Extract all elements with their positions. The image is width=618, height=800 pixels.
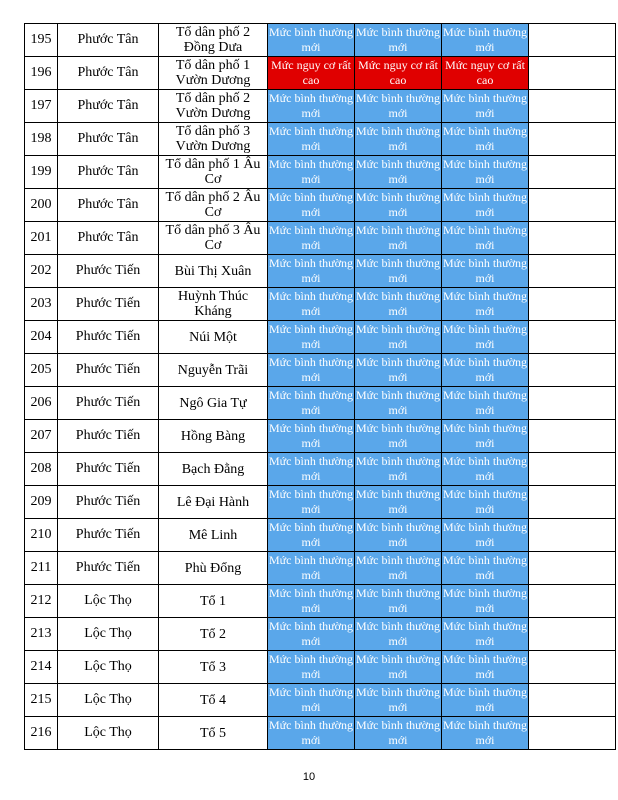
risk-level-cell-normal: Mức bình thường mới [268,255,355,288]
risk-level-cell-normal: Mức bình thường mới [442,123,529,156]
row-number-cell: 197 [25,90,58,123]
risk-level-cell-normal: Mức bình thường mới [355,684,442,717]
ward-cell: Phước Tân [58,222,159,255]
row-number-cell: 205 [25,354,58,387]
ward-cell: Lộc Thọ [58,684,159,717]
risk-level-cell-normal: Mức bình thường mới [442,486,529,519]
risk-level-cell-normal: Mức bình thường mới [355,321,442,354]
table-row [25,453,616,486]
risk-level-cell-normal: Mức bình thường mới [442,288,529,321]
area-cell: Tổ 5 [159,717,268,750]
page-number: 10 [302,771,316,783]
risk-level-cell-normal: Mức bình thường mới [355,288,442,321]
table-row [25,354,616,387]
area-cell: Tổ 4 [159,684,268,717]
note-cell [529,585,616,618]
note-cell [529,255,616,288]
risk-level-cell-normal: Mức bình thường mới [268,651,355,684]
note-cell [529,453,616,486]
risk-level-cell-high: Mức nguy cơ rất cao [442,57,529,90]
risk-level-cell-normal: Mức bình thường mới [355,453,442,486]
risk-level-cell-normal: Mức bình thường mới [442,453,529,486]
risk-level-cell-normal: Mức bình thường mới [442,156,529,189]
risk-level-cell-normal: Mức bình thường mới [268,24,355,57]
risk-level-cell-normal: Mức bình thường mới [442,255,529,288]
note-cell [529,387,616,420]
area-cell: Tổ dân phố 2 Vườn Dương [159,90,268,123]
risk-level-cell-normal: Mức bình thường mới [355,189,442,222]
area-cell: Tổ 3 [159,651,268,684]
row-number-cell: 202 [25,255,58,288]
risk-level-cell-normal: Mức bình thường mới [442,387,529,420]
risk-level-cell-normal: Mức bình thường mới [355,486,442,519]
area-cell: Hồng Bàng [159,420,268,453]
note-cell [529,189,616,222]
risk-level-cell-normal: Mức bình thường mới [268,321,355,354]
risk-level-cell-high: Mức nguy cơ rất cao [355,57,442,90]
risk-level-cell-normal: Mức bình thường mới [442,618,529,651]
note-cell [529,222,616,255]
table-row [25,717,616,750]
row-number-cell: 214 [25,651,58,684]
area-cell: Tổ 2 [159,618,268,651]
risk-level-cell-normal: Mức bình thường mới [442,24,529,57]
table-row [25,156,616,189]
table-body [25,24,616,750]
ward-cell: Phước Tiến [58,519,159,552]
ward-cell: Phước Tân [58,24,159,57]
risk-level-cell-normal: Mức bình thường mới [355,354,442,387]
row-number-cell: 215 [25,684,58,717]
note-cell [529,123,616,156]
risk-level-cell-normal: Mức bình thường mới [355,717,442,750]
area-cell: Tổ dân phố 3 Vườn Dương [159,123,268,156]
row-number-cell: 204 [25,321,58,354]
risk-level-cell-normal: Mức bình thường mới [268,156,355,189]
ward-cell: Lộc Thọ [58,585,159,618]
table-row [25,189,616,222]
note-cell [529,684,616,717]
row-number-cell: 199 [25,156,58,189]
table-row [25,486,616,519]
ward-cell: Phước Tân [58,57,159,90]
risk-level-cell-normal: Mức bình thường mới [355,519,442,552]
table-row [25,57,616,90]
risk-level-cell-normal: Mức bình thường mới [268,387,355,420]
row-number-cell: 207 [25,420,58,453]
row-number-cell: 211 [25,552,58,585]
ward-cell: Phước Tân [58,189,159,222]
note-cell [529,57,616,90]
risk-level-cell-normal: Mức bình thường mới [268,288,355,321]
table-row [25,585,616,618]
row-number-cell: 200 [25,189,58,222]
risk-level-cell-normal: Mức bình thường mới [355,618,442,651]
area-cell: Lê Đại Hành [159,486,268,519]
row-number-cell: 208 [25,453,58,486]
note-cell [529,90,616,123]
note-cell [529,288,616,321]
risk-level-cell-normal: Mức bình thường mới [355,255,442,288]
row-number-cell: 216 [25,717,58,750]
note-cell [529,651,616,684]
ward-cell: Phước Tiến [58,288,159,321]
risk-level-cell-normal: Mức bình thường mới [442,684,529,717]
row-number-cell: 201 [25,222,58,255]
table-row [25,222,616,255]
risk-level-cell-normal: Mức bình thường mới [442,420,529,453]
note-cell [529,618,616,651]
row-number-cell: 195 [25,24,58,57]
area-cell: Huỳnh Thúc Kháng [159,288,268,321]
risk-level-cell-normal: Mức bình thường mới [355,420,442,453]
risk-level-cell-normal: Mức bình thường mới [442,189,529,222]
ward-cell: Phước Tiến [58,321,159,354]
row-number-cell: 196 [25,57,58,90]
table-row [25,123,616,156]
table-row [25,321,616,354]
risk-level-cell-normal: Mức bình thường mới [442,585,529,618]
ward-cell: Phước Tiến [58,552,159,585]
table-row [25,24,616,57]
risk-level-cell-normal: Mức bình thường mới [442,717,529,750]
note-cell [529,420,616,453]
table-row [25,684,616,717]
ward-cell: Phước Tiến [58,354,159,387]
table-row [25,387,616,420]
risk-level-table [24,23,616,750]
row-number-cell: 212 [25,585,58,618]
ward-cell: Lộc Thọ [58,618,159,651]
risk-level-cell-normal: Mức bình thường mới [355,222,442,255]
risk-level-cell-normal: Mức bình thường mới [268,189,355,222]
risk-level-cell-normal: Mức bình thường mới [268,90,355,123]
note-cell [529,24,616,57]
table-row [25,519,616,552]
risk-level-cell-normal: Mức bình thường mới [268,618,355,651]
risk-level-cell-normal: Mức bình thường mới [268,222,355,255]
row-number-cell: 210 [25,519,58,552]
note-cell [529,519,616,552]
risk-level-cell-normal: Mức bình thường mới [355,552,442,585]
area-cell: Nguyễn Trãi [159,354,268,387]
risk-level-cell-normal: Mức bình thường mới [355,123,442,156]
note-cell [529,486,616,519]
table-row [25,288,616,321]
risk-level-cell-normal: Mức bình thường mới [268,717,355,750]
row-number-cell: 203 [25,288,58,321]
risk-level-cell-normal: Mức bình thường mới [355,90,442,123]
ward-cell: Phước Tiến [58,255,159,288]
risk-level-cell-normal: Mức bình thường mới [268,123,355,156]
area-cell: Tổ dân phố 3 Âu Cơ [159,222,268,255]
note-cell [529,552,616,585]
risk-level-cell-normal: Mức bình thường mới [355,24,442,57]
area-cell: Tổ dân phố 1 Vườn Dương [159,57,268,90]
ward-cell: Lộc Thọ [58,651,159,684]
area-cell: Tổ dân phố 1 Âu Cơ [159,156,268,189]
ward-cell: Phước Tiến [58,453,159,486]
area-cell: Tổ dân phố 2 Âu Cơ [159,189,268,222]
area-cell: Phù Đổng [159,552,268,585]
table-row [25,420,616,453]
ward-cell: Phước Tiến [58,387,159,420]
risk-level-cell-normal: Mức bình thường mới [355,387,442,420]
area-cell: Bạch Đằng [159,453,268,486]
ward-cell: Phước Tiến [58,420,159,453]
row-number-cell: 198 [25,123,58,156]
risk-level-cell-normal: Mức bình thường mới [442,354,529,387]
risk-level-cell-normal: Mức bình thường mới [355,156,442,189]
risk-level-cell-normal: Mức bình thường mới [442,90,529,123]
risk-level-cell-normal: Mức bình thường mới [268,684,355,717]
risk-level-cell-normal: Mức bình thường mới [442,222,529,255]
risk-level-cell-normal: Mức bình thường mới [355,651,442,684]
risk-level-cell-high: Mức nguy cơ rất cao [268,57,355,90]
table-row [25,618,616,651]
risk-level-cell-normal: Mức bình thường mới [268,420,355,453]
risk-level-cell-normal: Mức bình thường mới [442,519,529,552]
note-cell [529,321,616,354]
ward-cell: Phước Tân [58,90,159,123]
area-cell: Ngô Gia Tự [159,387,268,420]
table-row [25,651,616,684]
risk-level-cell-normal: Mức bình thường mới [442,321,529,354]
note-cell [529,717,616,750]
risk-level-cell-normal: Mức bình thường mới [268,486,355,519]
area-cell: Núi Một [159,321,268,354]
risk-level-cell-normal: Mức bình thường mới [268,453,355,486]
note-cell [529,156,616,189]
row-number-cell: 213 [25,618,58,651]
ward-cell: Lộc Thọ [58,717,159,750]
risk-level-cell-normal: Mức bình thường mới [268,519,355,552]
table-row [25,552,616,585]
note-cell [529,354,616,387]
risk-level-cell-normal: Mức bình thường mới [442,552,529,585]
risk-level-cell-normal: Mức bình thường mới [268,552,355,585]
ward-cell: Phước Tân [58,123,159,156]
risk-level-cell-normal: Mức bình thường mới [268,585,355,618]
row-number-cell: 206 [25,387,58,420]
table-row [25,90,616,123]
table-row [25,255,616,288]
area-cell: Mê Linh [159,519,268,552]
row-number-cell: 209 [25,486,58,519]
ward-cell: Phước Tân [58,156,159,189]
ward-cell: Phước Tiến [58,486,159,519]
risk-level-cell-normal: Mức bình thường mới [355,585,442,618]
area-cell: Bùi Thị Xuân [159,255,268,288]
area-cell: Tổ dân phố 2 Đồng Dưa [159,24,268,57]
risk-level-cell-normal: Mức bình thường mới [268,354,355,387]
risk-level-cell-normal: Mức bình thường mới [442,651,529,684]
area-cell: Tổ 1 [159,585,268,618]
